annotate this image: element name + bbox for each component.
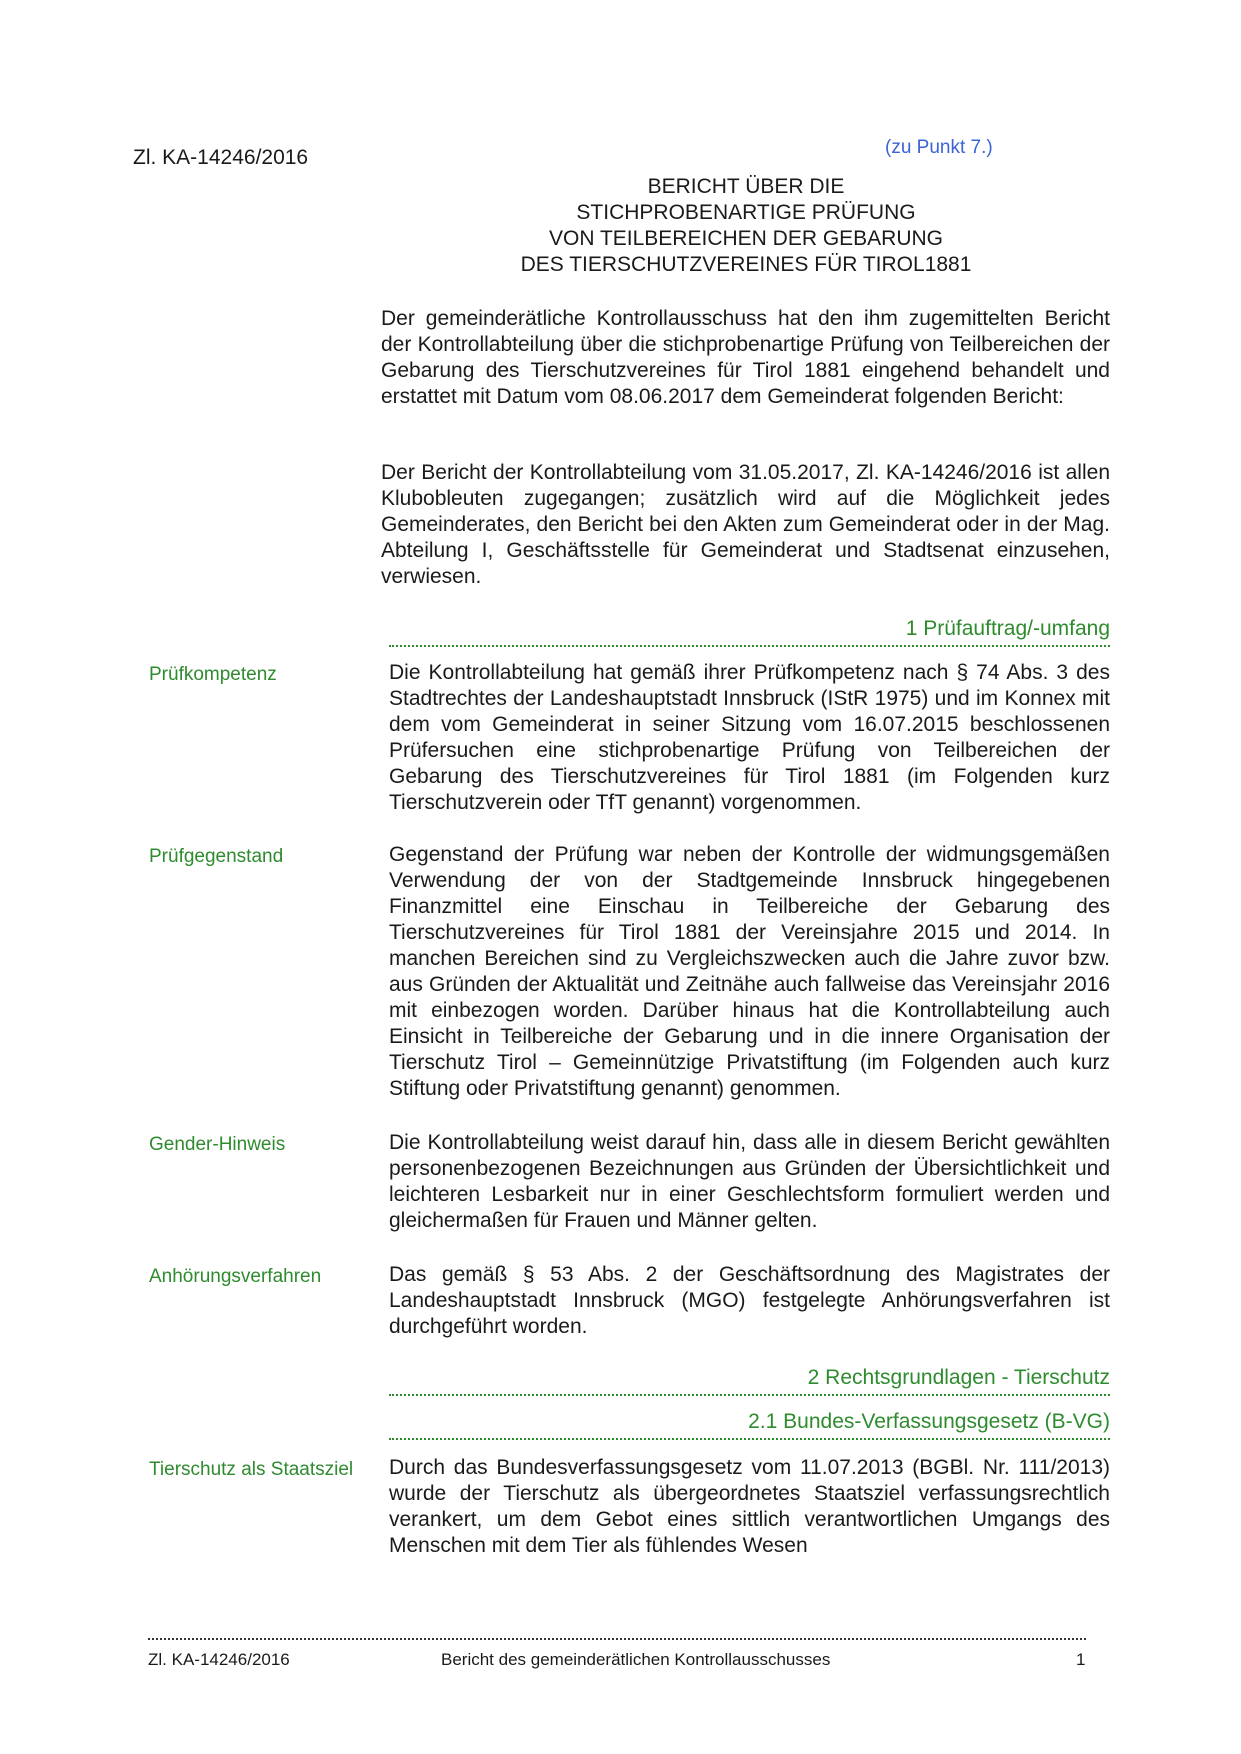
margin-label: Tierschutz als Staatsziel [149,1459,354,1480]
body-paragraph: Die Kontrollabteilung hat gemäß ihrer Prüfkompetenz nach § 74 Abs. 3 des Stadtrechtes der Landeshauptstadt Innsbruck (IStR 1975) und im Konnex mit dem vom Gemeinderat in seiner Sitzung vom 16.07.2015 beschlossenen Prüfersuchen eine stichprobenartige Prüfung von Teilbereichen der Gebarung des Tierschutzvereines für Tirol 1881 (im Folgenden kurz Tierschutzverein oder TfT genannt) vorgenommen. [389,661,1110,814]
body-paragraph: Das gemäß § 53 Abs. 2 der Geschäftsordnung des Magistrates der Landeshauptstadt Innsbruck (MGO) festgelegte Anhörungsverfahren ist durchgeführt worden. [389,1263,1110,1338]
title-line: STICHPROBENARTIGE PRÜFUNG [576,201,916,224]
body-paragraph: Gegenstand der Prüfung war neben der Kontrolle der widmungsgemäßen Verwendung der von der Stadtgemeinde Innsbruck hingegebenen Finanzmittel eine Einschau in Teilbereiche der Gebarung des Tierschutzvereines für Tirol 1881 der Vereinsjahre 2015 und 2014. In manchen Bereichen sind zu Vergleichszwecken auch die Jahre zuvor bzw. aus Gründen der Aktualität und Zeitnähe auch fallweise das Vereinsjahr 2016 mit einbezogen worden. Darüber hinaus hat die Kontrollabteilung auch Einsicht in Teilbereiche der Gebarung und in die innere Organisation der Tierschutz Tirol – Gemeinnützige Privatstiftung (im Folgenden auch kurz Stiftung oder Privatstiftung genannt) genommen. [389,843,1110,1100]
report-title [383,174,1109,278]
agenda-point: (zu Punkt 7.) [885,137,993,158]
margin-label: Anhörungsverfahren [149,1266,322,1287]
intro-paragraph: Der Bericht der Kontrollabteilung vom 31.05.2017, Zl. KA-14246/2016 ist allen Klubobleuten zugegangen; zusätzlich wird auf die Möglichkeit jedes Gemeinderates, den Bericht bei den Akten zum Gemeinderat oder in der Mag. Abteilung I, Geschäftsstelle für Gemeinderat und Stadtsenat einzusehen, verwiesen. [381,461,1110,588]
footer-title: Bericht des gemeinderätlichen Kontrollausschusses [441,1650,831,1669]
margin-label: Prüfgegenstand [149,846,284,867]
document-reference: Zl. KA-14246/2016 [133,146,309,169]
section-divider [389,645,1110,647]
page-number: 1 [1076,1650,1086,1669]
footer-divider [148,1638,1086,1640]
intro-paragraph: Der gemeinderätliche Kontrollausschuss hat den ihm zugemittelten Bericht der Kontrollabteilung über die stichprobenartige Prüfung von Teilbereichen der Gebarung des Tierschutzvereines für Tirol 1881 eingehend behandelt und erstattet mit Datum vom 08.06.2017 dem Gemeinderat folgenden Bericht: [381,307,1110,408]
section-divider [389,1438,1110,1440]
title-line: VON TEILBEREICHEN DER GEBARUNG [548,227,944,250]
section-heading-2: 2 Rechtsgrundlagen - Tierschutz [807,1366,1110,1389]
margin-label: Gender-Hinweis [149,1134,286,1155]
section-heading-1: 1 Prüfauftrag/-umfang [905,617,1110,640]
body-paragraph: Die Kontrollabteilung weist darauf hin, dass alle in diesem Bericht gewählten personenbezogenen Bezeichnungen aus Gründen der Übersichtlichkeit und leichteren Lesbarkeit nur in einer Geschlechtsform formuliert werden und gleichermaßen für Frauen und Männer gelten. [389,1131,1110,1232]
title-line: DES TIERSCHUTZVEREINES FÜR TIROL1881 [520,253,972,276]
title-line: BERICHT ÜBER DIE [647,175,845,198]
footer-reference: Zl. KA-14246/2016 [148,1650,290,1669]
margin-label: Prüfkompetenz [149,664,277,685]
section-divider [389,1394,1110,1396]
subsection-heading-2-1: 2.1 Bundes-Verfassungsgesetz (B-VG) [748,1410,1110,1433]
body-paragraph: Durch das Bundesverfassungsgesetz vom 11.07.2013 (BGBl. Nr. 111/2013) wurde der Tierschutz als übergeordnetes Staatsziel verfassungsrechtlich verankert, um dem Gebot eines sittlich verantwortlichen Umgangs des Menschen mit dem Tier als fühlendes Wesen [389,1456,1110,1557]
